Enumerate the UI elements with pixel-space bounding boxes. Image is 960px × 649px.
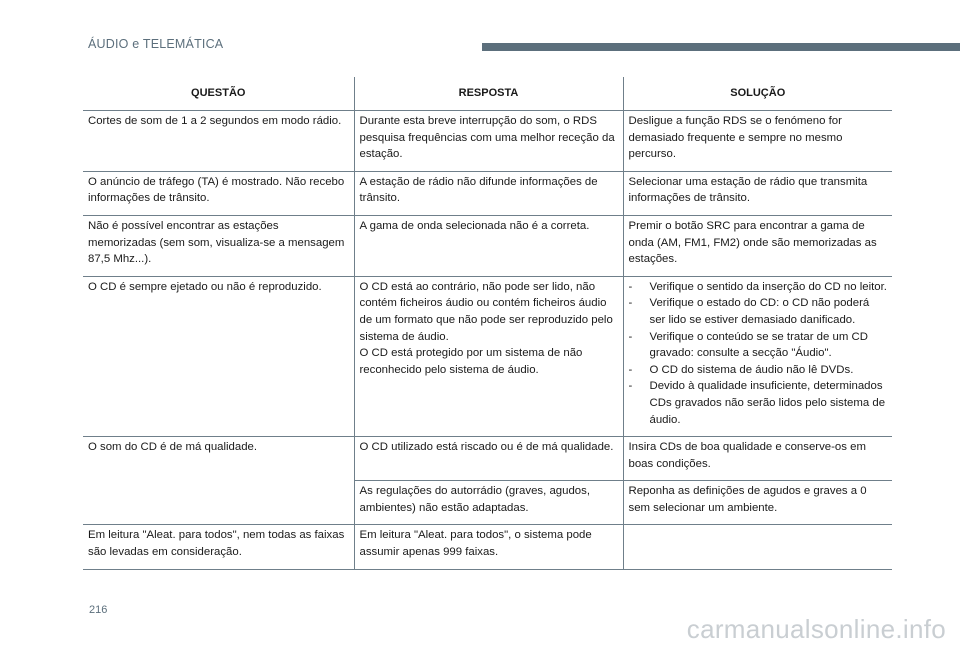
table-row <box>83 525 892 569</box>
solution-cell: Selecionar uma estação de rádio que transmita informações de trânsito. <box>623 171 892 215</box>
question-cell: O anúncio de tráfego (TA) é mostrado. Não recebo informações de trânsito. <box>83 171 354 215</box>
troubleshooting-table <box>83 77 892 570</box>
answer-cell <box>354 276 623 436</box>
solution-cell: Premir o botão SRC para encontrar a gama de onda (AM, FM1, FM2) onde são memorizadas as estações. <box>623 215 892 276</box>
solution-list-item: - Verifique o sentido da inserção do CD no leitor. <box>629 279 888 296</box>
column-header-question: QUESTÃO <box>83 77 354 111</box>
column-header-solution: SOLUÇÃO <box>623 77 892 111</box>
solution-cell <box>623 525 892 569</box>
solution-list <box>629 279 888 428</box>
answer-cell: As regulações do autorrádio (graves, agudos, ambientes) não estão adaptadas. <box>354 481 623 525</box>
solution-cell: Insira CDs de boa qualidade e conserve-os em boas condições. <box>623 437 892 481</box>
solution-list-item: - Verifique o conteúdo se se tratar de um CD gravado: consulte a secção "Áudio". <box>629 329 888 362</box>
table-row <box>83 437 892 481</box>
question-cell: Não é possível encontrar as estações memorizadas (sem som, visualiza-se a mensagem 87,5 Mhz...). <box>83 215 354 276</box>
answer-cell: Em leitura "Aleat. para todos", o sistema pode assumir apenas 999 faixas. <box>354 525 623 569</box>
page-number: 216 <box>89 604 108 616</box>
question-cell: Em leitura "Aleat. para todos", nem todas as faixas são levadas em consideração. <box>83 525 354 569</box>
table-row <box>83 215 892 276</box>
solution-list-item: - Verifique o estado do CD: o CD não poderá ser lido se estiver demasiado danificado. <box>629 295 888 328</box>
answer-cell: A gama de onda selecionada não é a correta. <box>354 215 623 276</box>
question-cell: O som do CD é de má qualidade. <box>83 437 354 525</box>
section-title: ÁUDIO e TELEMÁTICA <box>88 37 224 51</box>
table-row <box>83 171 892 215</box>
table-row <box>83 111 892 172</box>
answer-cell: O CD utilizado está riscado ou é de má qualidade. <box>354 437 623 481</box>
solution-cell: Reponha as definições de agudos e graves a 0 sem selecionar um ambiente. <box>623 481 892 525</box>
table-row <box>83 276 892 436</box>
question-cell: Cortes de som de 1 a 2 segundos em modo rádio. <box>83 111 354 172</box>
question-cell: O CD é sempre ejetado ou não é reproduzido. <box>83 276 354 436</box>
solution-cell <box>623 276 892 436</box>
solution-list-item: - Devido à qualidade insuficiente, determinados CDs gravados não serão lidos pelo sistema de áudio. <box>629 378 888 428</box>
answer-paragraph: O CD está protegido por um sistema de não reconhecido pelo sistema de áudio. <box>359 347 583 376</box>
answer-paragraph: O CD está ao contrário, não pode ser lido, não contém ficheiros áudio ou contém ficheiros áudio de um formato que não pode ser reproduzido pelo sistema de áudio. <box>359 280 613 343</box>
solution-cell: Desligue a função RDS se o fenómeno for demasiado frequente e sempre no mesmo percurso. <box>623 111 892 172</box>
section-header-bar <box>482 43 960 51</box>
solution-list-item: - O CD do sistema de áudio não lê DVDs. <box>629 362 888 379</box>
column-header-answer: RESPOSTA <box>354 77 623 111</box>
watermark: carmanualsonline.info <box>686 614 946 644</box>
table-header-row <box>83 77 892 111</box>
answer-cell: A estação de rádio não difunde informações de trânsito. <box>354 171 623 215</box>
answer-cell: Durante esta breve interrupção do som, o RDS pesquisa frequências com uma melhor receção da estação. <box>354 111 623 172</box>
